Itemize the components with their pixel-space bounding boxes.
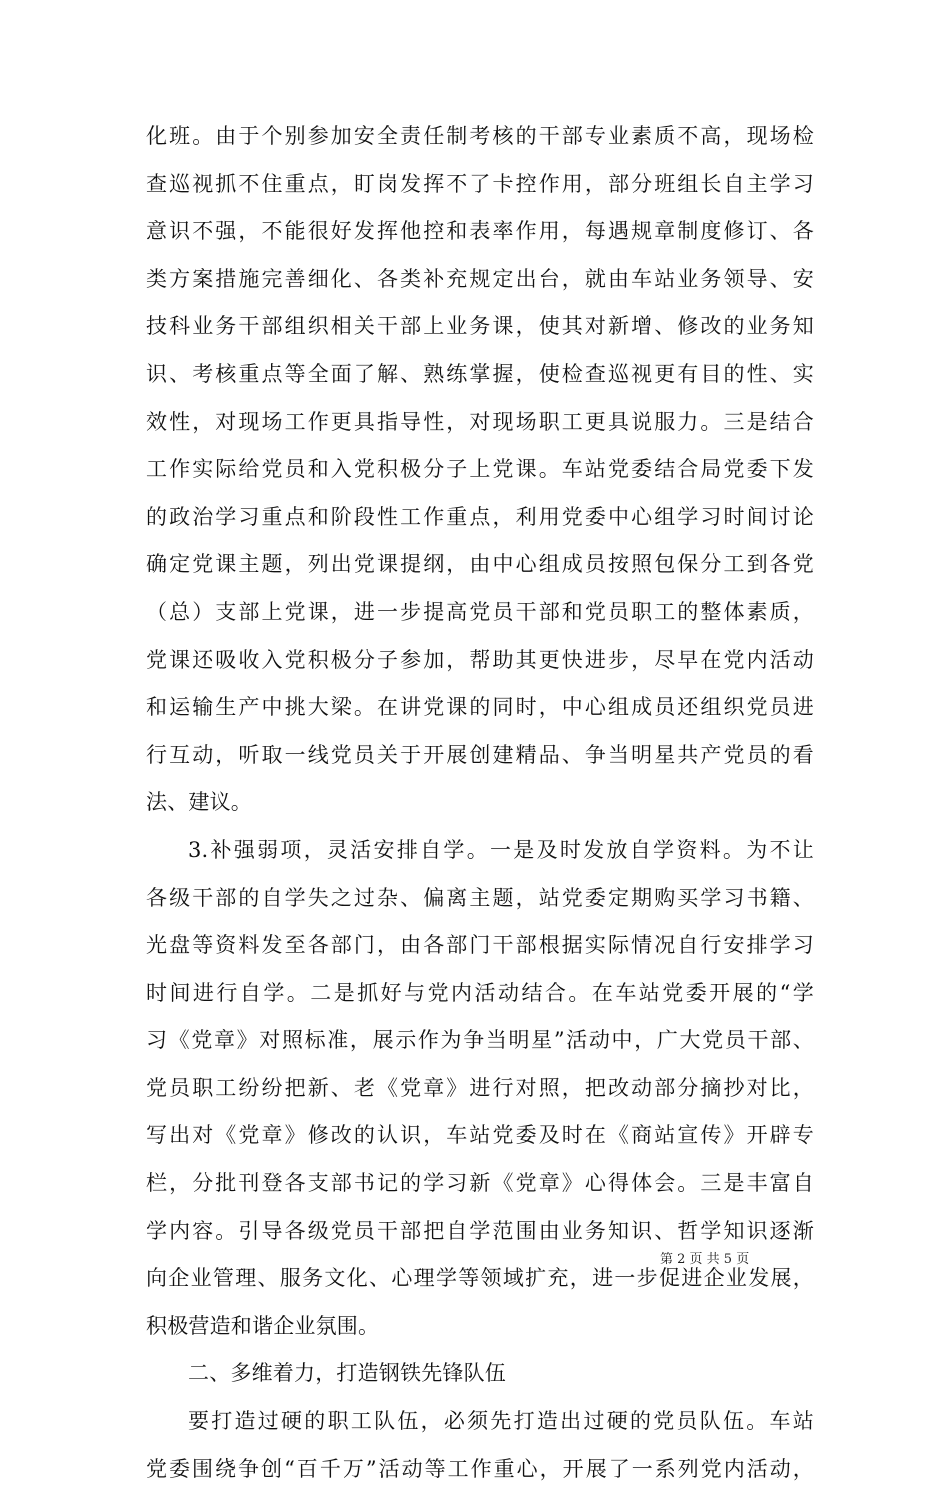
text-line: 化班。由于个别参加安全责任制考核的干部专业素质不高，现场检	[146, 124, 814, 148]
text-line: 党课还吸收入党积极分子参加，帮助其更快进步，尽早在党内活动	[146, 647, 814, 672]
text-line: 各级干部的自学失之过杂、偏离主题，站党委定期购买学习书籍、	[146, 885, 814, 910]
text-line: 习《党章》对照标准，展示作为争当明星”活动中，广大党员干部、	[146, 1028, 814, 1053]
page-number: 第 2 页 共 5 页	[660, 1252, 750, 1267]
text-line: 行互动，听取一线党员关于开展创建精品、争当明星共产党员的看	[146, 742, 814, 767]
text-line: 向企业管理、服务文化、心理学等领域扩充，进一步促进企业发展，	[146, 1266, 814, 1291]
text-line: 党委围绕争创“百千万”活动等工作重心，开展了一系列党内活动，	[146, 1456, 814, 1481]
text-line: 写出对《党章》修改的认识，车站党委及时在《商站宣传》开辟专	[146, 1123, 814, 1148]
text-line: 光盘等资料发至各部门，由各部门干部根据实际情况自行安排学习	[146, 933, 814, 958]
text-line: 时间进行自学。二是抓好与党内活动结合。在车站党委开展的“学	[146, 980, 814, 1005]
text-line: 法、建议。	[146, 790, 252, 815]
text-line: 积极营造和谐企业氛围。	[146, 1313, 380, 1338]
text-line: 意识不强，不能很好发挥他控和表率作用，每遇规章制度修订、各	[146, 219, 814, 244]
text-line: 识、考核重点等全面了解、熟练掌握，使检查巡视更有目的性、实	[146, 361, 814, 386]
section-heading: 二、多维着力，打造钢铁先锋队伍	[188, 1361, 506, 1386]
text-line: 查巡视抓不住重点，盯岗发挥不了卡控作用，部分班组长自主学习	[146, 171, 814, 196]
text-line: 的政治学习重点和阶段性工作重点，利用党委中心组学习时间讨论	[146, 504, 814, 529]
body-text	[146, 113, 814, 1493]
text-line: 和运输生产中挑大梁。在讲党课的同时，中心组成员还组织党员进	[146, 695, 814, 720]
text-line: 类方案措施完善细化、各类补充规定出台，就由车站业务领导、安	[146, 266, 814, 291]
text-line: 要打造过硬的职工队伍，必须先打造出过硬的党员队伍。车站	[188, 1409, 814, 1434]
text-line: 确定党课主题，列出党课提纲，由中心组成员按照包保分工到各党	[146, 552, 814, 577]
text-line: （总）支部上党课，进一步提高党员干部和党员职工的整体素质，	[146, 599, 814, 624]
text-line: 工作实际给党员和入党积极分子上党课。车站党委结合局党委下发	[146, 457, 814, 482]
text-line: 技科业务干部组织相关干部上业务课，使其对新增、修改的业务知	[146, 314, 814, 339]
section-heading: 3.补强弱项，灵活安排自学。一是及时发放自学资料。为不让	[188, 837, 814, 862]
text-line: 效性，对现场工作更具指导性，对现场职工更具说服力。三是结合	[146, 409, 814, 434]
text-line: 党员职工纷纷把新、老《党章》进行对照，把改动部分摘抄对比，	[146, 1075, 814, 1100]
text-line: 栏，分批刊登各支部书记的学习新《党章》心得体会。三是丰富自	[146, 1171, 814, 1196]
text-line: 学内容。引导各级党员干部把自学范围由业务知识、哲学知识逐渐	[146, 1218, 814, 1243]
